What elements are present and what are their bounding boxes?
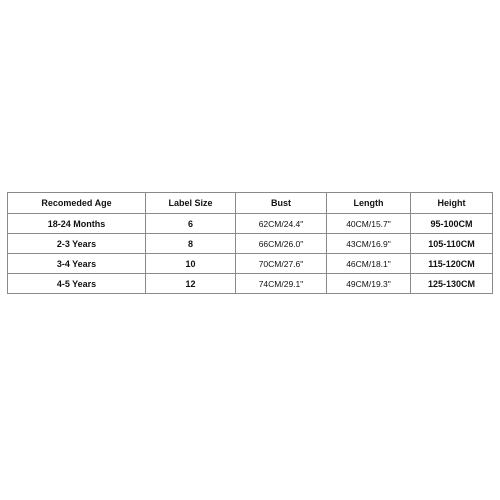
cell-label-size: 10 xyxy=(146,254,236,274)
cell-bust: 62CM/24.4" xyxy=(236,214,327,234)
cell-age: 18-24 Months xyxy=(8,214,146,234)
header-age: Recomeded Age xyxy=(8,193,146,214)
cell-height: 95-100CM xyxy=(411,214,493,234)
cell-length: 46CM/18.1" xyxy=(327,254,411,274)
cell-bust: 74CM/29.1" xyxy=(236,274,327,294)
cell-height: 105-110CM xyxy=(411,234,493,254)
cell-height: 125-130CM xyxy=(411,274,493,294)
cell-age: 4-5 Years xyxy=(8,274,146,294)
header-height: Height xyxy=(411,193,493,214)
table-row xyxy=(8,234,493,254)
cell-length: 49CM/19.3" xyxy=(327,274,411,294)
cell-length: 40CM/15.7" xyxy=(327,214,411,234)
table-row xyxy=(8,274,493,294)
cell-height: 115-120CM xyxy=(411,254,493,274)
size-chart-table xyxy=(7,192,493,294)
header-label-size: Label Size xyxy=(146,193,236,214)
cell-label-size: 8 xyxy=(146,234,236,254)
cell-bust: 70CM/27.6" xyxy=(236,254,327,274)
table-row xyxy=(8,214,493,234)
cell-bust: 66CM/26.0" xyxy=(236,234,327,254)
table-header-row xyxy=(8,193,493,214)
table-row xyxy=(8,254,493,274)
cell-age: 2-3 Years xyxy=(8,234,146,254)
cell-label-size: 6 xyxy=(146,214,236,234)
cell-label-size: 12 xyxy=(146,274,236,294)
header-bust: Bust xyxy=(236,193,327,214)
cell-age: 3-4 Years xyxy=(8,254,146,274)
cell-length: 43CM/16.9" xyxy=(327,234,411,254)
header-length: Length xyxy=(327,193,411,214)
